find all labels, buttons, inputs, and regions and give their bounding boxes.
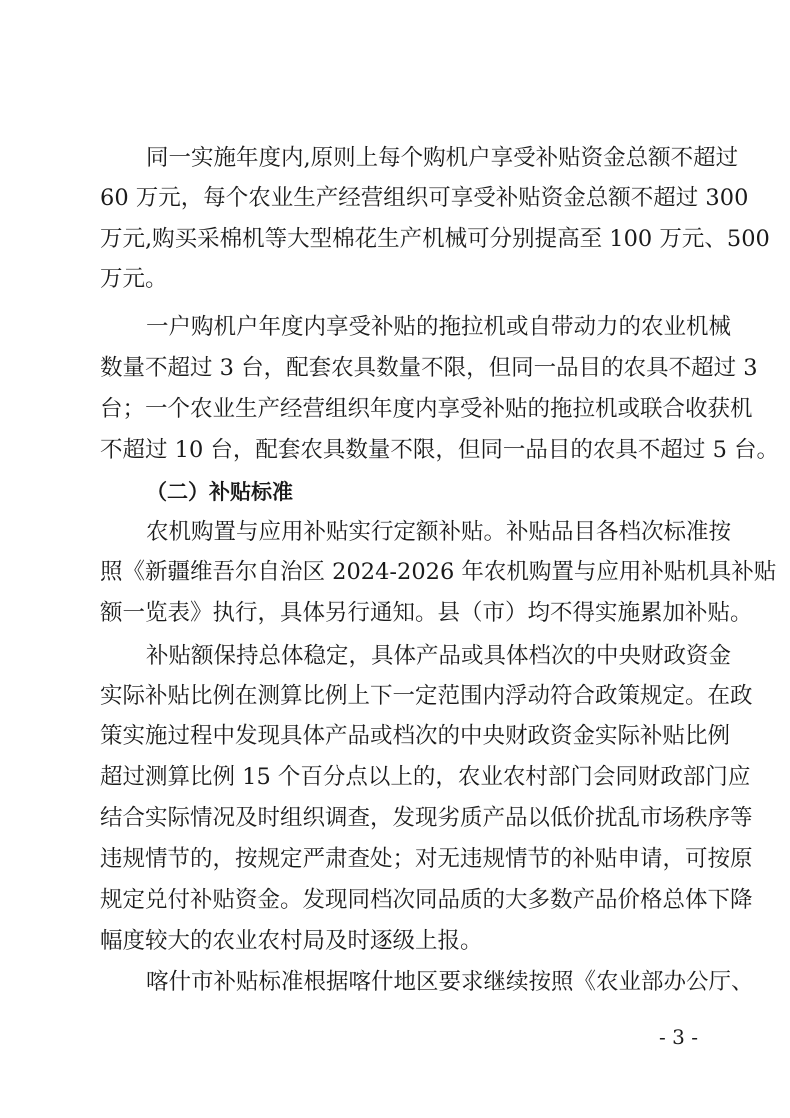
- paragraph-4-line-2: 实际补贴比例在测算比例上下一定范围内浮动符合政策规定。在政: [100, 683, 753, 709]
- paragraph-1-line-3: 万元,购买采棉机等大型棉花生产机械可分别提高至 100 万元、500: [100, 226, 770, 252]
- paragraph-4-line-8: 幅度较大的农业农村局及时逐级上报。: [100, 928, 483, 954]
- paragraph-4-line-5: 结合实际情况及时组织调查，发现劣质产品以低价扰乱市场秩序等: [100, 805, 753, 831]
- paragraph-2-line-1: 一户购机户年度内享受补贴的拖拉机或自带动力的农业机械: [146, 314, 732, 340]
- paragraph-4-line-7: 规定兑付补贴资金。发现同档次同品质的大多数产品价格总体下降: [100, 887, 753, 913]
- paragraph-2-line-2: 数量不超过 3 台，配套农具数量不限，但同一品目的农具不超过 3: [100, 355, 758, 381]
- paragraph-4-line-3: 策实施过程中发现具体产品或档次的中央财政资金实际补贴比例: [100, 723, 731, 749]
- paragraph-2-line-4: 不超过 10 台，配套农具数量不限，但同一品目的农具不超过 5 台。: [100, 437, 780, 463]
- paragraph-4-line-4: 超过测算比例 15 个百分点以上的，农业农村部门会同财政部门应: [100, 764, 751, 790]
- paragraph-1-line-1: 同一实施年度内,原则上每个购机户享受补贴资金总额不超过: [146, 145, 739, 171]
- paragraph-1-line-2: 60 万元，每个农业生产经营组织可享受补贴资金总额不超过 300: [100, 185, 749, 211]
- paragraph-5-line-1: 喀什市补贴标准根据喀什地区要求继续按照《农业部办公厅、: [146, 969, 754, 995]
- paragraph-3-line-3: 额一览表》执行，具体另行通知。县（市）均不得实施累加补贴。: [100, 600, 753, 626]
- paragraph-3-line-2: 照《新疆维吾尔自治区 2024-2026 年农机购置与应用补贴机具补贴: [100, 559, 777, 585]
- paragraph-2-line-3: 台；一个农业生产经营组织年度内享受补贴的拖拉机或联合收获机: [100, 396, 753, 422]
- paragraph-4-line-6: 违规情节的，按规定严肃查处；对无违规情节的补贴申请，可按原: [100, 846, 753, 872]
- paragraph-1-line-4: 万元。: [100, 266, 168, 292]
- section-heading: （二）补贴标准: [146, 480, 293, 504]
- paragraph-3-line-1: 农机购置与应用补贴实行定额补贴。补贴品目各档次标准按: [146, 519, 732, 545]
- page-number: - 3 -: [659, 1025, 698, 1049]
- paragraph-4-line-1: 补贴额保持总体稳定，具体产品或具体档次的中央财政资金: [146, 643, 732, 669]
